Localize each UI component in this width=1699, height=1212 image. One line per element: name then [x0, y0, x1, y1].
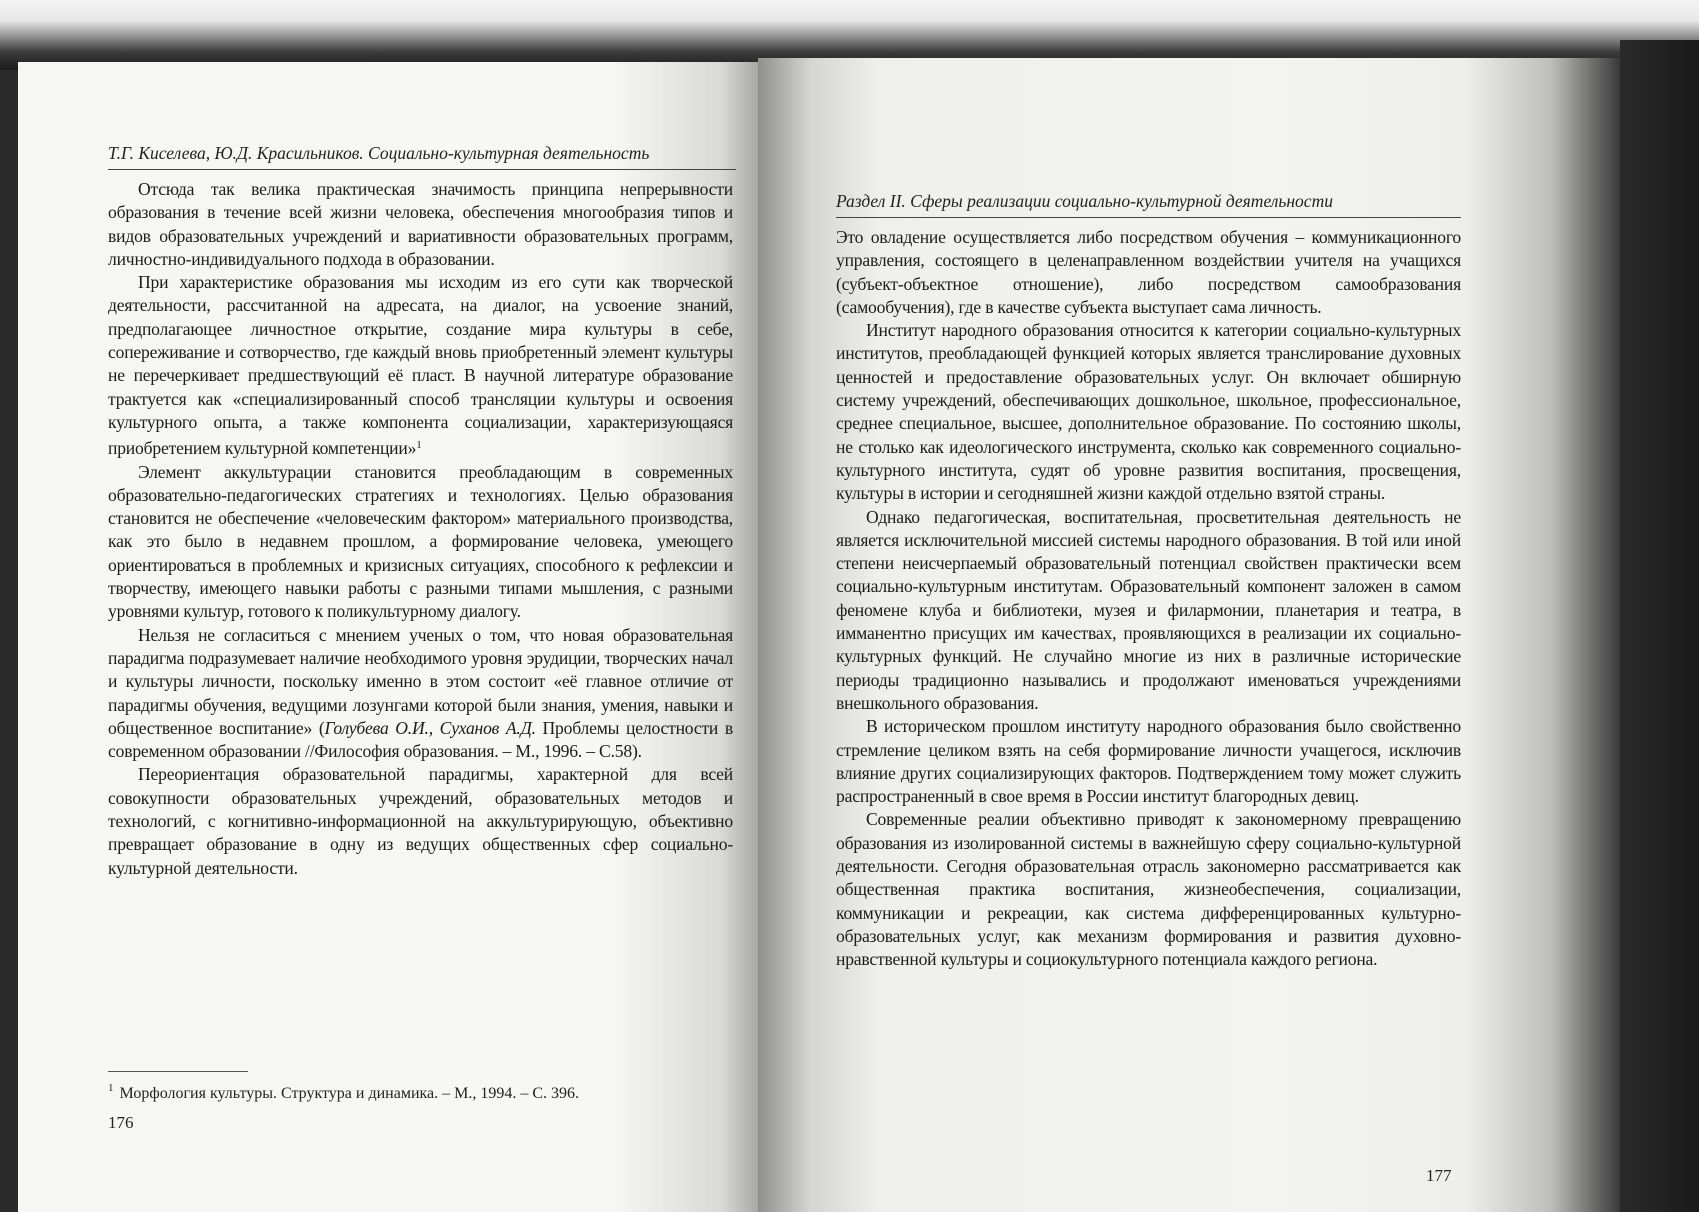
- left-paragraph-4-text: Нельзя не согласиться с мнением ученых о том, что новая образовательная парадигма подразумевает наличие необходимого уровня эрудиции, творческих начал и культуры личности, поскольку именно в этом состоит «её главное отличие от парадигмы обучения, ведущими лозунгами которой были знания, умения, навыки и общественное воспитание»: [108, 624, 733, 738]
- left-paragraph-2-text: При характеристике образования мы исходим из его сути как творческой деятельности, рассчитанной на адресата, на диалог, на усвоение знаний, предполагающее личностное открытие, создание мира культуры в себе, сопереживание и сотворчество, где каждый вновь приобретенный элемент культуры не перечеркивает предшествующий её пласт. В научной литературе образование трактуется как «специализированный способ трансляции культуры и освоения культурного опыта, а также компонента социализации, характеризующаяся приобретением культурной компетенции»: [108, 272, 733, 459]
- right-paragraph-3: Однако педагогическая, воспитательная, просветительная деятельность не является исключительной миссией системы народного образования. В той или иной степени неисчерпаемый образовательный потенциал свойствен практически всем социально-культурным институтам. Образовательный компонент заложен в самом феномене клуба и библиотеки, музея и филармонии, планетария и театра, в имманентно присущих им качествах, проявляющихся в реализации их социально-культурных функций. Не случайно многие из них в различные исторические периоды традиционно назывались и продолжают именоваться учреждениями внешкольного образования.: [836, 506, 1461, 713]
- right-paragraph-4: В историческом прошлом институту народного образования было свойственно стремление целиком взять на себя формирование личности учащегося, исключив влияние других социализирующих факторов. Подтверждением тому может служить распространенный в свое время в России институт благородных девиц.: [836, 716, 1461, 807]
- footnote-ref: 1: [416, 439, 422, 452]
- footnote-number: 1: [108, 1082, 114, 1094]
- right-running-head: Раздел II. Сферы реализации социально-культурной деятельности: [836, 191, 1461, 218]
- left-running-head: Т.Г. Киселева, Ю.Д. Красильников. Социально-культурная деятельность: [108, 143, 736, 170]
- footnote-text: Морфология культуры. Структура и динамика. – М., 1994. – С. 396.: [119, 1085, 580, 1102]
- left-paragraph-1: Отсюда так велика практическая значимость принципа непрерывности образования в течение всей жизни человека, обеспечения многообразия типов и видов образовательных учреждений и вариативности образовательных программ, личностно-индивидуального подхода в образовании.: [108, 179, 733, 269]
- right-page-content: [758, 58, 1620, 1212]
- citation-open: (: [318, 717, 325, 738]
- left-body-text: [108, 178, 733, 880]
- left-page-number: 176: [108, 1113, 134, 1132]
- citation-authors: Голубева О.И., Суханов А.Д.: [324, 717, 536, 738]
- footnote-divider: [108, 1071, 248, 1072]
- right-body-text: [836, 226, 1461, 972]
- left-paragraph-4: [108, 624, 733, 764]
- footnote: [108, 1078, 728, 1104]
- left-paragraph-3: Элемент аккультурации становится преобладающим в современных образовательно-педагогических стратегиях и технологиях. Целью образования становится не обеспечение «человеческим фактором» материального производства, как это было в недавнем прошлом, а формирование человека, умеющего ориентироваться в проблемных и кризисных ситуациях, способного к рефлексии и творчеству, имеющего навыки работы с разными типами мышления, с разными уровнями культур, готового к поликультурному диалогу.: [108, 461, 733, 622]
- book-edge-shadow: [1620, 40, 1699, 1212]
- right-page-number: 177: [1426, 1166, 1452, 1185]
- right-paragraph-5: Современные реалии объективно приводят к закономерному превращению образования из изолированной системы в важнейшую сферу социально-культурной деятельности. Сегодня образовательная отрасль закономерно рассматривается как общественная практика воспитания, жизнеобеспечения, социализации, коммуникации и рекреации, как система дифференцированных культурно-образовательных услуг, как механизм формирования и развития духовно-нравственной культуры и социокультурного потенциала каждого региона.: [836, 809, 1461, 970]
- right-paragraph-2: Институт народного образования относится к категории социально-культурных институтов, преобладающей функцией которых является транслирование духовных ценностей и предоставление образовательных услуг. Он включает обширную систему учреждений, обеспечивающих дошкольное, школьное, профессиональное, среднее специальное, высшее, дополнительное образование. По состоянию школы, не столько как идеологического инструмента, сколько как современного социально-культурного института, судят об уровне развития воспитания, просвещения, культуры в истории и сегодняшней жизни каждой отдельно взятой страны.: [836, 320, 1461, 504]
- citation-source: Проблемы целостности в современном образовании //Философия образования. – М., 1996. – С.58).: [108, 717, 733, 762]
- right-paragraph-1: Это овладение осуществляется либо посредством обучения – коммуникационного управления, состоящего в целенаправленном воздействии учителя на учащихся (субъект-объектное отношение), либо посредством самообразования (самообучения), где в качестве субъекта выступает сама личность.: [836, 227, 1461, 317]
- left-paragraph-2: [108, 271, 733, 460]
- left-paragraph-5: Переориентация образовательной парадигмы, характерной для всей совокупности образовательных учреждений, образовательных методов и технологий, с когнитивно-информационной на аккультурирующую, объективно превращает образование в одну из ведущих общественных сфер социально-культурной деятельности.: [108, 764, 733, 878]
